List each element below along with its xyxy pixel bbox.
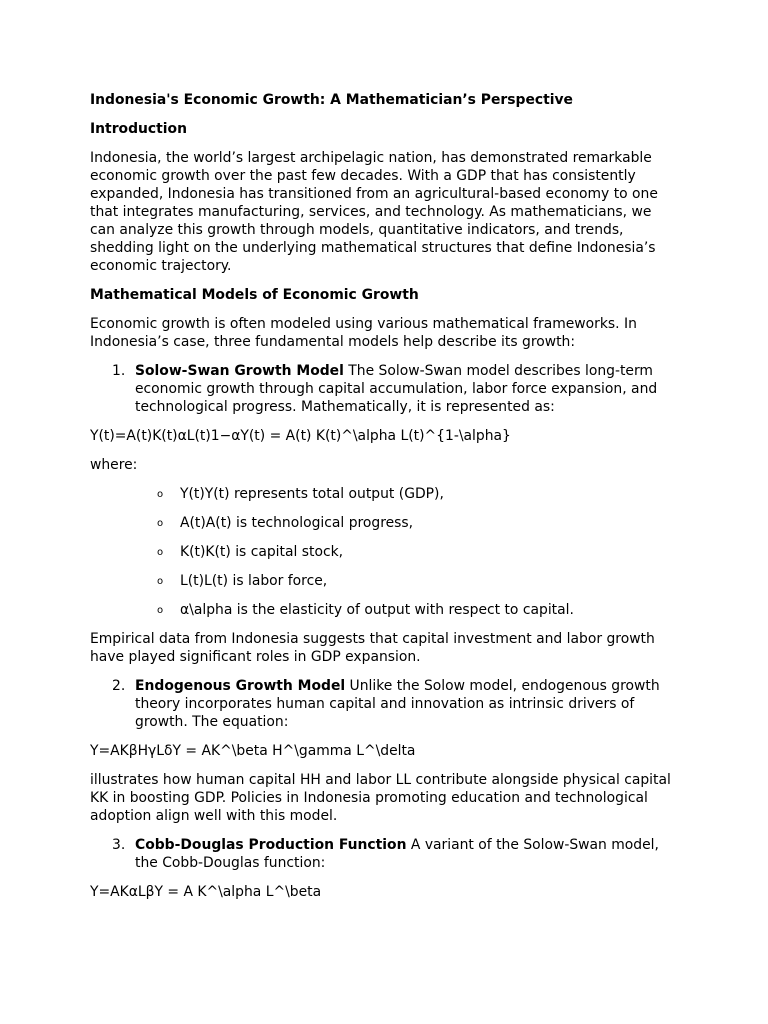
list-item xyxy=(90,485,680,503)
list-number: 2. xyxy=(112,678,126,694)
model-name: Cobb-Douglas Production Function xyxy=(135,837,407,853)
intro-paragraph: Indonesia, the world’s largest archipelagic nation, has demonstrated remarkable economic growth over the past few decades. With a GDP that has consistently expanded, Indonesia has transitioned from an agricultural-based economy to one that integrates manufacturing, services, and technology. As mathematicians, we can analyze this growth through models, quantitative indicators, and trends, shedding light on the underlying mathematical structures that define Indonesia’s economic trajectory. xyxy=(90,150,658,274)
list-item-text: α\alpha is the elasticity of output with respect to capital. xyxy=(180,602,574,618)
model-item-cobb-douglas xyxy=(90,836,680,872)
document-title: Indonesia's Economic Growth: A Mathematician’s Perspective xyxy=(90,92,573,108)
models-heading: Mathematical Models of Economic Growth xyxy=(90,287,419,303)
models-intro-paragraph: Economic growth is often modeled using various mathematical frameworks. In Indonesia’s case, three fundamental models help describe its growth: xyxy=(90,316,637,350)
human-capital-paragraph: illustrates how human capital HH and labor LL contribute alongside physical capital KK in boosting GDP. Policies in Indonesia promoting education and technological adoption align well with this model. xyxy=(90,772,671,824)
bullet-marker: o xyxy=(157,605,164,616)
list-item xyxy=(90,601,680,619)
list-item-text: L(t)L(t) is labor force, xyxy=(180,573,328,589)
formula-solow-swan: Y(t)=A(t)K(t)αL(t)1−αY(t) = A(t) K(t)^\alpha L(t)^{1-\alpha} xyxy=(90,428,511,444)
list-item xyxy=(90,514,680,532)
list-number: 3. xyxy=(112,837,126,853)
list-item-text: K(t)K(t) is capital stock, xyxy=(180,544,344,560)
list-item-text: A(t)A(t) is technological progress, xyxy=(180,515,414,531)
formula-cobb-douglas: Y=AKαLβY = A K^\alpha L^\beta xyxy=(90,884,322,900)
variable-list xyxy=(90,485,680,619)
bullet-marker: o xyxy=(157,547,164,558)
list-item-text: Y(t)Y(t) represents total output (GDP), xyxy=(180,486,444,502)
empirical-paragraph: Empirical data from Indonesia suggests that capital investment and labor growth have played significant roles in GDP expansion. xyxy=(90,631,655,665)
model-item-endogenous xyxy=(90,677,680,731)
model-description: A variant of the Solow-Swan model, the Cobb-Douglas function: xyxy=(135,837,659,871)
model-name: Endogenous Growth Model xyxy=(135,678,346,694)
bullet-marker: o xyxy=(157,576,164,587)
list-number: 1. xyxy=(112,363,126,379)
where-label: where: xyxy=(90,457,138,473)
bullet-marker: o xyxy=(157,518,164,529)
model-description: Unlike the Solow model, endogenous growth theory incorporates human capital and innovation as intrinsic drivers of growth. The equation: xyxy=(135,678,660,730)
formula-endogenous: Y=AKβHγLδY = AK^\beta H^\gamma L^\delta xyxy=(90,743,416,759)
list-item xyxy=(90,543,680,561)
intro-heading: Introduction xyxy=(90,121,187,137)
model-item-solow-swan xyxy=(90,362,680,416)
model-description: The Solow-Swan model describes long-term economic growth through capital accumulation, labor force expansion, and technological progress. Mathematically, it is represented as: xyxy=(135,363,658,415)
list-item xyxy=(90,572,680,590)
bullet-marker: o xyxy=(157,489,164,500)
model-name: Solow-Swan Growth Model xyxy=(135,363,344,379)
document-page xyxy=(90,91,680,912)
